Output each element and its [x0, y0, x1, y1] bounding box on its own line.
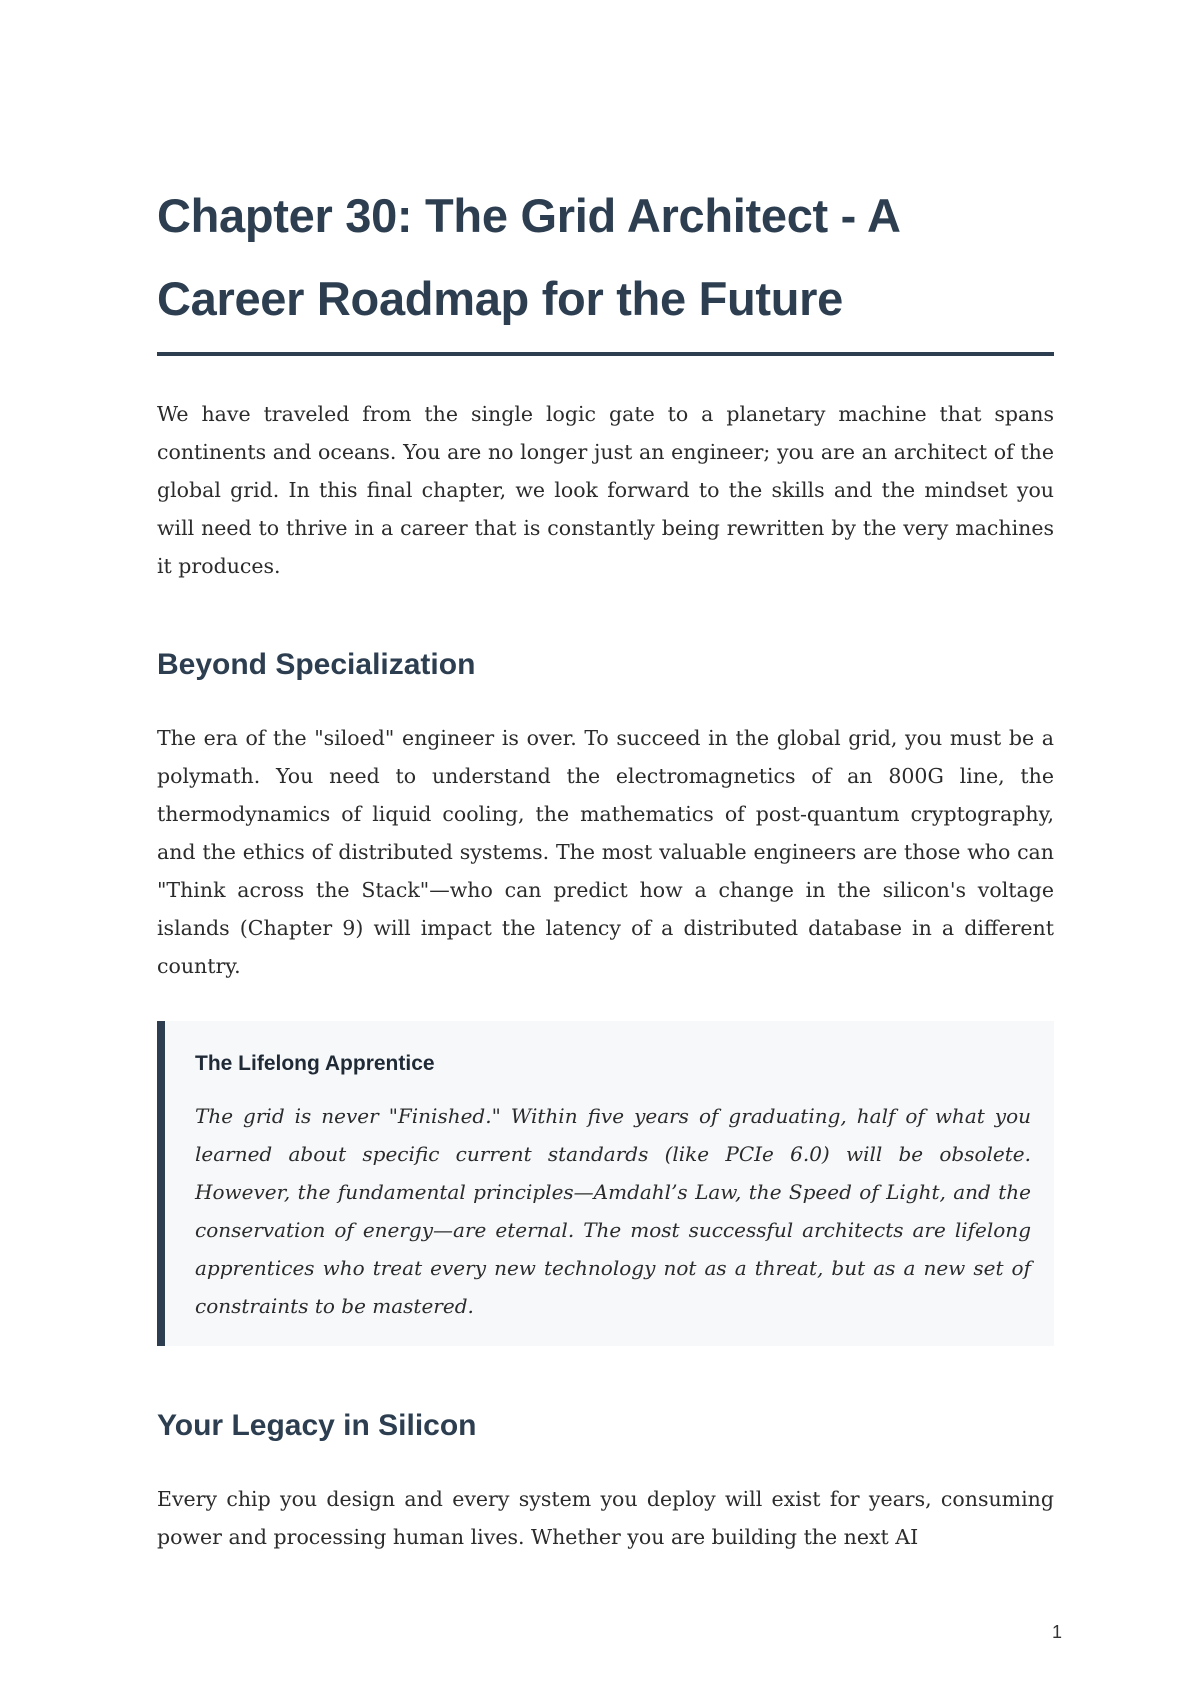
- section-heading-legacy-in-silicon: Your Legacy in Silicon: [157, 1409, 477, 1442]
- title-divider: [157, 352, 1054, 356]
- callout-title: The Lifelong Apprentice: [195, 1052, 435, 1075]
- callout-box: [157, 1021, 1054, 1346]
- section-heading-beyond-specialization: Beyond Specialization: [157, 648, 476, 681]
- intro-paragraph: We have traveled from the single logic gate to a planetary machine that spans continents and oceans. You are no longer just an engineer; you are an architect of the global grid. In this final chapter, we look forward to the skills and the mindset you will need to thrive in a career that is constantly being rewritten by the very machines it produces.: [157, 402, 1054, 578]
- callout-text: The grid is never "Finished." Within five years of graduating, half of what you learned about specific current standards (like PCIe 6.0) will be obsolete. However, the fundamental principles—Amdahl’s Law, the Speed of Light, and the conservation of energy—are eternal. The most successful architects are lifelong apprentices who treat every new technology not as a threat, but as a new set of constraints to be mastered.: [195, 1104, 1031, 1318]
- page-number: 1: [1051, 1622, 1062, 1642]
- section-body-beyond-specialization: The era of the "siloed" engineer is over. To succeed in the global grid, you must be a polymath. You need to understand the electromagnetics of an 800G line, the thermodynamics of liquid cooling, the mathematics of post-quantum cryptography, and the ethics of distributed systems. The most valuable engineers are those who can "Think across the Stack"—who can predict how a change in the silicon's voltage islands (Chapter 9) will impact the latency of a distributed database in a different country.: [157, 726, 1054, 978]
- chapter-title: Chapter 30: The Grid Architect - A Career Roadmap for the Future: [157, 189, 899, 325]
- section-body-legacy-in-silicon: Every chip you design and every system you deploy will exist for years, consuming power and processing human lives. Whether you are building the next AI: [157, 1487, 1054, 1549]
